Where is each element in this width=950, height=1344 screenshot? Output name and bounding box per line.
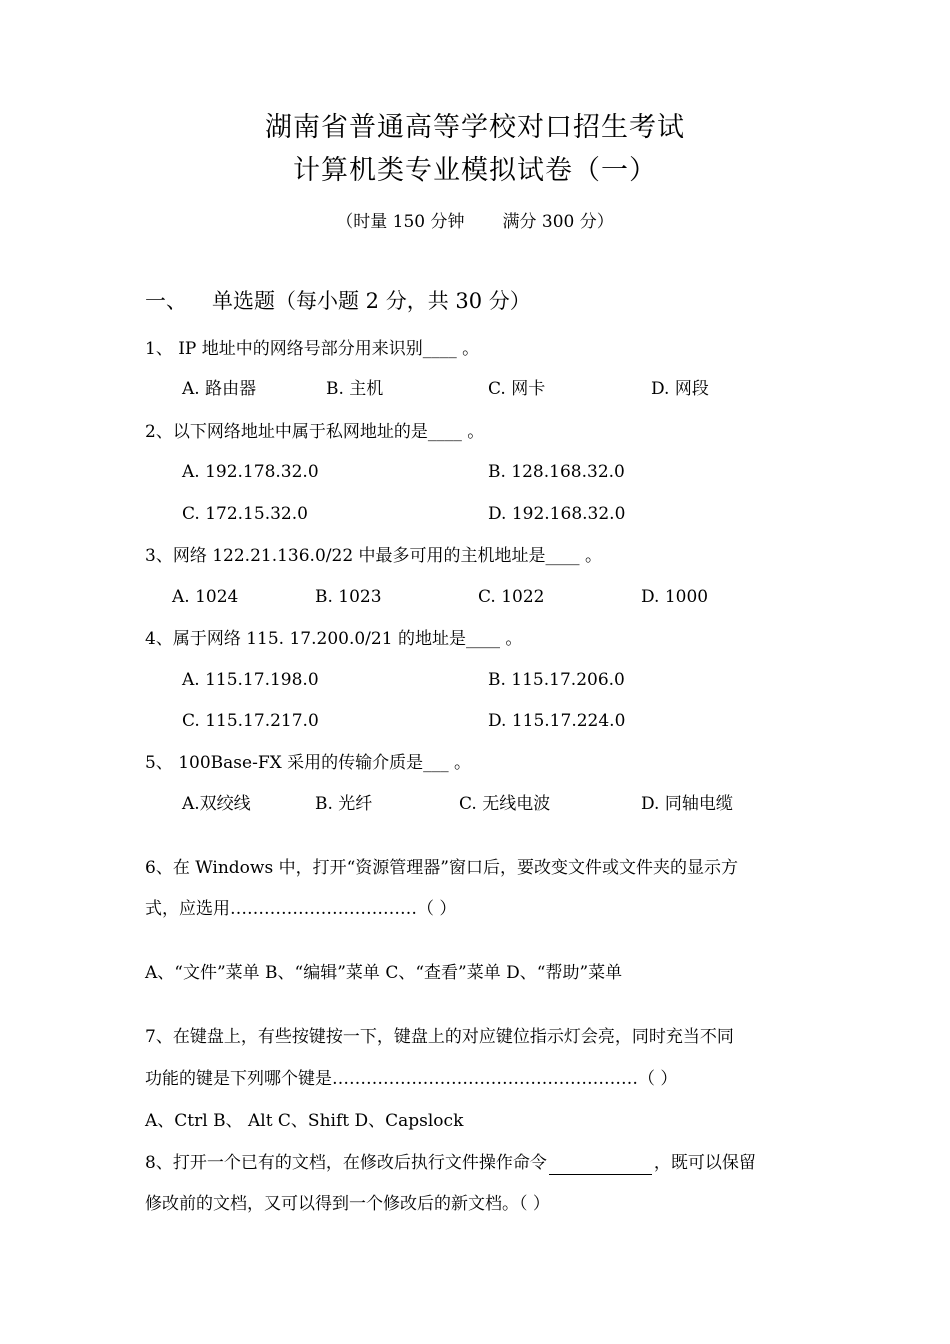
q8-text-after-blank: ，既可以保留 <box>653 1153 756 1173</box>
exam-title-line2: 计算机类专业模拟试卷（一） <box>293 155 657 186</box>
exam-time-score <box>0 210 950 234</box>
q4-option-d: D. 115.17.224.0 <box>488 711 626 731</box>
question-6-options: A、“文件”菜单 B、“编辑”菜单 C、“查看”菜单 D、“帮助”菜单 <box>145 963 623 983</box>
q3-option-d: D. 1000 <box>641 587 709 607</box>
q4-option-b: B. 115.17.206.0 <box>488 670 625 690</box>
section-number: 一、 <box>145 289 187 313</box>
section-title: 单选题（每小题 2 分，共 30 分） <box>212 289 531 313</box>
q5-option-a: A.双绞线 <box>182 794 251 814</box>
q1-option-c: C. 网卡 <box>488 379 546 399</box>
question-4-stem: 4、属于网络 115. 17.200.0/21 的地址是____ 。 <box>145 629 523 649</box>
q5-option-d: D. 同轴电缆 <box>641 794 733 814</box>
q5-option-b: B. 光纤 <box>315 794 373 814</box>
question-8-stem-line1 <box>145 1151 756 1175</box>
q1-option-a: A. 路由器 <box>182 379 257 399</box>
time-note: （时量 150 分钟 <box>336 212 465 232</box>
q4-option-c: C. 115.17.217.0 <box>182 711 319 731</box>
question-8-stem-line2: 修改前的文档，又可以得到一个修改后的新文档。（ ） <box>145 1194 550 1214</box>
question-6-stem-line2: 式，应选用……………………………（ ） <box>145 899 457 919</box>
q2-option-c: C. 172.15.32.0 <box>182 504 308 524</box>
question-1-stem: 1、 IP 地址中的网络号部分用来识别____ 。 <box>145 339 480 359</box>
question-7-stem-line1: 7、在键盘上，有些按键按一下，键盘上的对应键位指示灯会亮，同时充当不同 <box>145 1027 734 1047</box>
question-6-stem-line1: 6、在 Windows 中，打开“资源管理器”窗口后，要改变文件或文件夹的显示方 <box>145 858 738 878</box>
question-3-stem: 3、网络 122.21.136.0/22 中最多可用的主机地址是____ 。 <box>145 546 602 566</box>
q3-option-a: A. 1024 <box>172 587 239 607</box>
q8-answer-blank <box>549 1154 652 1175</box>
question-5-stem: 5、 100Base-FX 采用的传输介质是___ 。 <box>145 753 472 773</box>
exam-title-line1: 湖南省普通高等学校对口招生考试 <box>265 112 685 143</box>
q5-option-c: C. 无线电波 <box>459 794 551 814</box>
question-2-stem: 2、以下网络地址中属于私网地址的是____ 。 <box>145 422 485 442</box>
q2-option-d: D. 192.168.32.0 <box>488 504 626 524</box>
q2-option-b: B. 128.168.32.0 <box>488 462 625 482</box>
section-heading <box>145 286 531 316</box>
q8-text-before-blank: 8、打开一个已有的文档，在修改后执行文件操作命令 <box>145 1153 547 1173</box>
q1-option-b: B. 主机 <box>326 379 384 399</box>
q2-option-a: A. 192.178.32.0 <box>182 462 319 482</box>
q1-option-d: D. 网段 <box>651 379 709 399</box>
question-7-options: A、Ctrl B、 Alt C、Shift D、Capslock <box>145 1111 464 1131</box>
q4-option-a: A. 115.17.198.0 <box>182 670 319 690</box>
score-note: 满分 300 分） <box>502 212 614 232</box>
q3-option-b: B. 1023 <box>315 587 382 607</box>
question-7-stem-line2: 功能的键是下列哪个键是………………………………………………（ ） <box>145 1069 678 1089</box>
q3-option-c: C. 1022 <box>478 587 545 607</box>
